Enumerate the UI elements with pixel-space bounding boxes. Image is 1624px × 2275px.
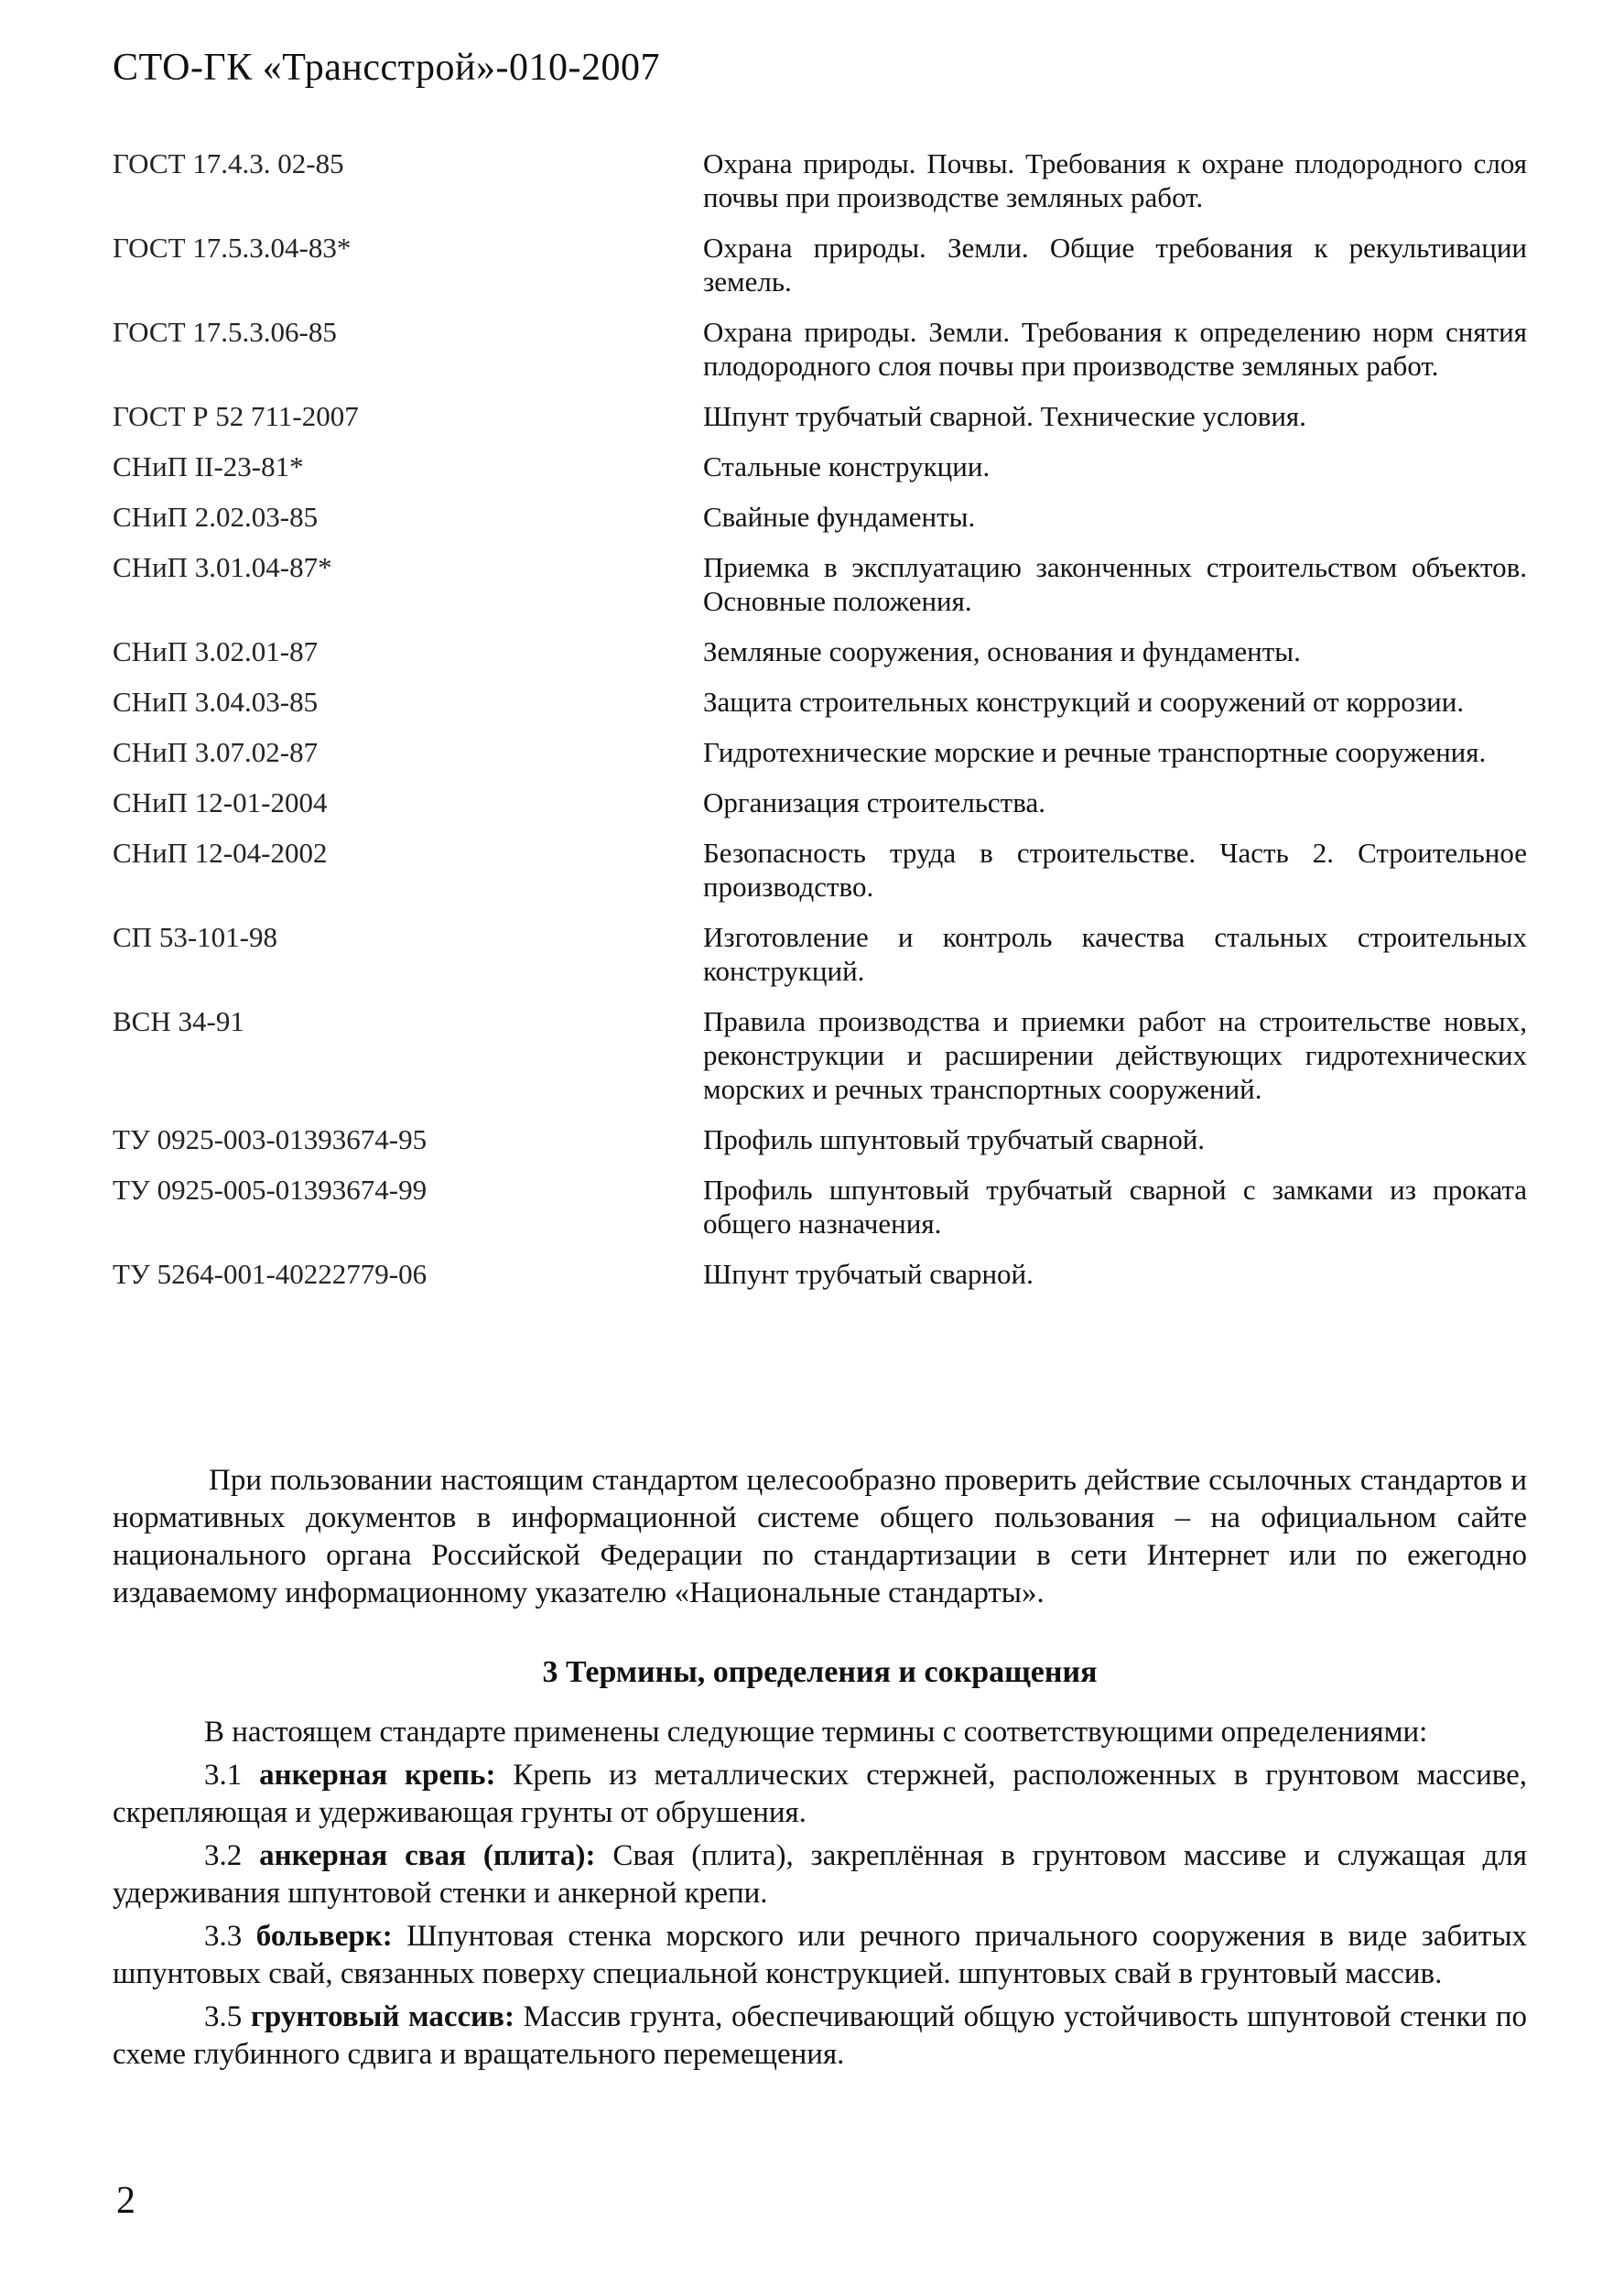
reference-title: Защита строительных конструкций и сооружений от коррозии. (703, 686, 1465, 718)
reference-code: СНиП 12-01-2004 (113, 786, 328, 818)
term-definition (113, 1918, 1527, 1993)
reference-title: Охрана природы. Почвы. Требования к охране плодородного слоя почвы при производстве земляных работ. (703, 147, 1527, 213)
reference-title: Охрана природы. Земли. Общие требования к рекультивации земель. (703, 232, 1527, 298)
term-definition (113, 1757, 1527, 1832)
reference-code: СНиП 12-04-2002 (113, 837, 328, 869)
reference-code: ТУ 0925-005-01393674-99 (113, 1174, 428, 1206)
reference-code: СНиП 2.02.03-85 (113, 501, 319, 533)
reference-row (113, 450, 1527, 483)
reference-code: ТУ 5264-001-40222779-06 (113, 1258, 428, 1290)
reference-title: Приемка в эксплуатацию законченных строительством объектов. Основные положения. (703, 551, 1527, 617)
reference-row (113, 399, 1527, 433)
page-header: СТО-ГК «Трансстрой»-010-2007 (113, 47, 661, 89)
reference-title: Профиль шпунтовый трубчатый сварной. (703, 1123, 1206, 1155)
term-name: анкерная крепь: (259, 1759, 496, 1792)
term-definition (113, 1837, 1527, 1912)
reference-title: Профиль шпунтовый трубчатый сварной с замками из проката общего назначения. (703, 1174, 1527, 1240)
reference-title: Организация строительства. (703, 786, 1045, 818)
terms-section (113, 1714, 1527, 2079)
reference-code: ГОСТ 17.5.3.06-85 (113, 316, 337, 348)
reference-title: Шпунт трубчатый сварной. (703, 1258, 1034, 1290)
reference-code: ГОСТ 17.4.3. 02-85 (113, 147, 344, 179)
reference-row (113, 500, 1527, 534)
reference-code: СНиП 3.04.03-85 (113, 686, 319, 718)
reference-row (113, 1004, 1527, 1106)
term-name: грунтовый массив: (250, 2000, 514, 2033)
term-text: Массив грунта, обеспечивающий общую устойчивость шпунтовой стенки по схеме глубинного сдвига и вращательного перемещения. (113, 2000, 1528, 2071)
reference-title: Правила производства и приемки работ на строительстве новых, реконструкции и расширении действующих гидротехнических морских и речных транспортных сооружений. (703, 1005, 1527, 1105)
reference-code: СП 53-101-98 (113, 921, 277, 953)
term-number: 3.2 (204, 1839, 243, 1872)
intro-paragraph: В настоящем стандарте применены следующие термины с соответствующими определениями: (204, 1716, 1428, 1749)
reference-code: ТУ 0925-003-01393674-95 (113, 1123, 428, 1155)
term-text: Крепь из металлических стержней, расположенных в грунтовом массиве, скрепляющая и удерживающая грунты от обрушения. (113, 1759, 1528, 1829)
section-title: 3 Термины, определения и сокращения (542, 1655, 1098, 1689)
term-name: анкерная свая (плита): (259, 1839, 596, 1872)
reference-row (113, 146, 1527, 214)
normative-references-list (113, 146, 1527, 1307)
reference-row (113, 1173, 1527, 1240)
reference-row (113, 785, 1527, 819)
reference-code: ГОСТ Р 52 711-2007 (113, 400, 359, 432)
reference-code: СНиП II-23-81* (113, 450, 304, 482)
reference-title: Изготовление и контроль качества стальных строительных конструкций. (703, 921, 1527, 987)
reference-code: ГОСТ 17.5.3.04-83* (113, 232, 352, 264)
reference-code: ВСН 34-91 (113, 1005, 244, 1037)
reference-row (113, 685, 1527, 719)
reference-row (113, 315, 1527, 383)
term-definition (113, 1999, 1527, 2074)
reference-title: Шпунт трубчатый сварной. Технические условия. (703, 400, 1306, 432)
reference-code: СНиП 3.02.01-87 (113, 635, 319, 667)
reference-row (113, 634, 1527, 668)
reference-row (113, 1122, 1527, 1156)
reference-title: Безопасность труда в строительстве. Часть 2. Строительное производство. (703, 837, 1527, 903)
reference-title: Свайные фундаменты. (703, 501, 976, 533)
reference-row (113, 735, 1527, 769)
term-name: больверк: (255, 1920, 393, 1953)
term-number: 3.1 (204, 1759, 243, 1792)
reference-row (113, 231, 1527, 298)
reference-code: СНиП 3.07.02-87 (113, 736, 319, 768)
reference-title: Стальные конструкции. (703, 450, 991, 482)
note-paragraph: При пользовании настоящим стандартом целесообразно проверить действие ссылочных стандартов и нормативных документов в информационной системе общего пользования – на официальном сайте национального органа Российской Федерации по стандартизации в сети Интернет или по ежегодно издаваемому информационному указателю «Национальные стандарты». (113, 1464, 1527, 1609)
term-number: 3.3 (204, 1920, 243, 1953)
term-text: Шпунтовая стенка морского или речного причального сооружения в виде забитых шпунтовых свай, связанных поверху специальной конструкцией. шпунтовых свай в грунтовый массив. (113, 1920, 1528, 1990)
term-text: Свая (плита), закреплённая в грунтовом массиве и служащая для удерживания шпунтовой стенки и анкерной крепи. (113, 1839, 1527, 1910)
reference-title: Охрана природы. Земли. Требования к определению норм снятия плодородного слоя почвы при производстве земляных работ. (703, 316, 1527, 382)
reference-row (113, 550, 1527, 618)
reference-row (113, 836, 1527, 904)
reference-row (113, 1257, 1527, 1291)
reference-row (113, 920, 1527, 988)
reference-title: Земляные сооружения, основания и фундаменты. (703, 635, 1301, 667)
term-number: 3.5 (204, 2000, 243, 2033)
page-number: 2 (116, 2180, 135, 2222)
reference-title: Гидротехнические морские и речные транспортные сооружения. (703, 736, 1487, 768)
reference-code: СНиП 3.01.04-87* (113, 551, 332, 583)
